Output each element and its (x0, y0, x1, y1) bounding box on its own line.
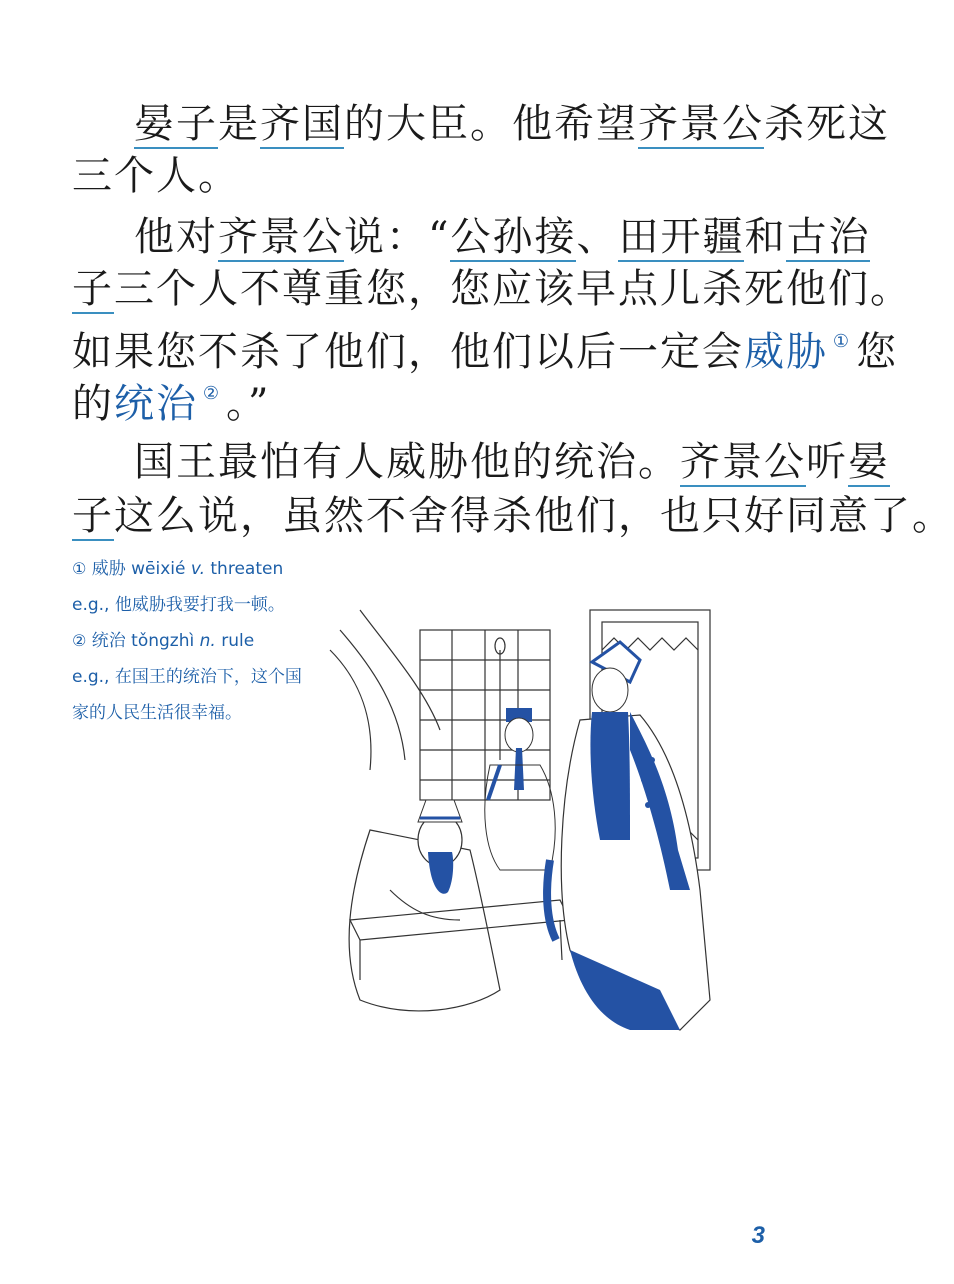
text: 和 (744, 214, 787, 260)
p3-line1 (134, 438, 933, 486)
gloss-meaning: threaten (210, 559, 284, 579)
name-gu-yezi: 古治 (786, 214, 871, 260)
glossary-example-2a (72, 666, 302, 688)
gloss-pos: n. (199, 631, 216, 651)
name-yanzi-end: 子 (72, 493, 114, 539)
text: 您 (856, 329, 898, 375)
gloss-example-cont: 家的人民生活很幸福。 (72, 703, 242, 723)
text: 这么说，虽然不舍得杀他们，也只好同意了。 (114, 493, 954, 539)
name-qi-jinggong: 齐景公 (638, 101, 764, 147)
standing-attendant-figure (485, 708, 555, 870)
text: 三个人不尊重您，您应该早点儿杀死他们。 (114, 266, 912, 312)
vocab-weixie: 威胁 (744, 329, 828, 375)
page-number: 3 (751, 1222, 765, 1249)
text: 三个人。 (72, 153, 240, 199)
yanzi-figure (547, 642, 710, 1030)
name-qi-jinggong: 齐景公 (218, 214, 344, 260)
footnote-marker-1: ① (832, 331, 852, 352)
glossary-example-1 (72, 594, 285, 616)
text: 如果您不杀了他们，他们以后一定会 (72, 329, 744, 375)
gloss-pos: v. (190, 559, 205, 579)
text: 说：“ (344, 214, 451, 260)
gloss-meaning: rule (221, 631, 255, 651)
name-gongsun-jie: 公孙接 (450, 214, 577, 260)
gloss-example: e.g., 他威胁我要打我一顿。 (72, 595, 285, 615)
gloss-number: ① (72, 559, 87, 578)
p3-line2 (72, 492, 954, 540)
gloss-word: 威胁 (91, 559, 126, 579)
glossary-item-2 (72, 630, 254, 652)
vocab-tongzhi: 统治 (114, 381, 198, 427)
text: 、 (576, 214, 619, 260)
footnote-marker-2: ② (202, 383, 222, 404)
p1-line1 (134, 100, 933, 148)
text: 。” (226, 381, 271, 427)
p2-line3 (72, 318, 898, 376)
name-qi-state: 齐国 (260, 101, 344, 147)
text: 听 (806, 439, 848, 485)
p2-line2 (72, 265, 912, 313)
text: 的 (72, 381, 114, 427)
p1-line2 (72, 152, 871, 200)
text: 的大臣。他希望 (344, 101, 638, 147)
name-tian-kaijiang: 田开疆 (618, 214, 745, 260)
court-scene-illustration (330, 590, 730, 1050)
gloss-example: e.g., 在国王的统治下，这个国 (72, 667, 302, 687)
gloss-word: 统治 (91, 631, 126, 651)
seated-king-figure (418, 800, 462, 894)
text: 国王最怕有人威胁他的统治。 (134, 439, 680, 485)
text: 他对 (134, 214, 218, 260)
gloss-pinyin: tǒngzhì (131, 631, 195, 651)
p2-line4 (72, 370, 871, 428)
p2-line1 (134, 213, 933, 261)
glossary-example-2b (72, 702, 242, 724)
gloss-pinyin: wēixié (131, 559, 186, 579)
name-gu-yezi-end: 子 (72, 266, 114, 312)
name-yanzi: 晏子 (134, 101, 218, 147)
glossary-item-1 (72, 558, 283, 580)
name-yanzi: 晏 (848, 439, 890, 485)
text: 杀死这 (764, 101, 890, 147)
gloss-number: ② (72, 631, 87, 650)
text: 是 (218, 101, 260, 147)
name-qi-jinggong: 齐景公 (680, 439, 806, 485)
